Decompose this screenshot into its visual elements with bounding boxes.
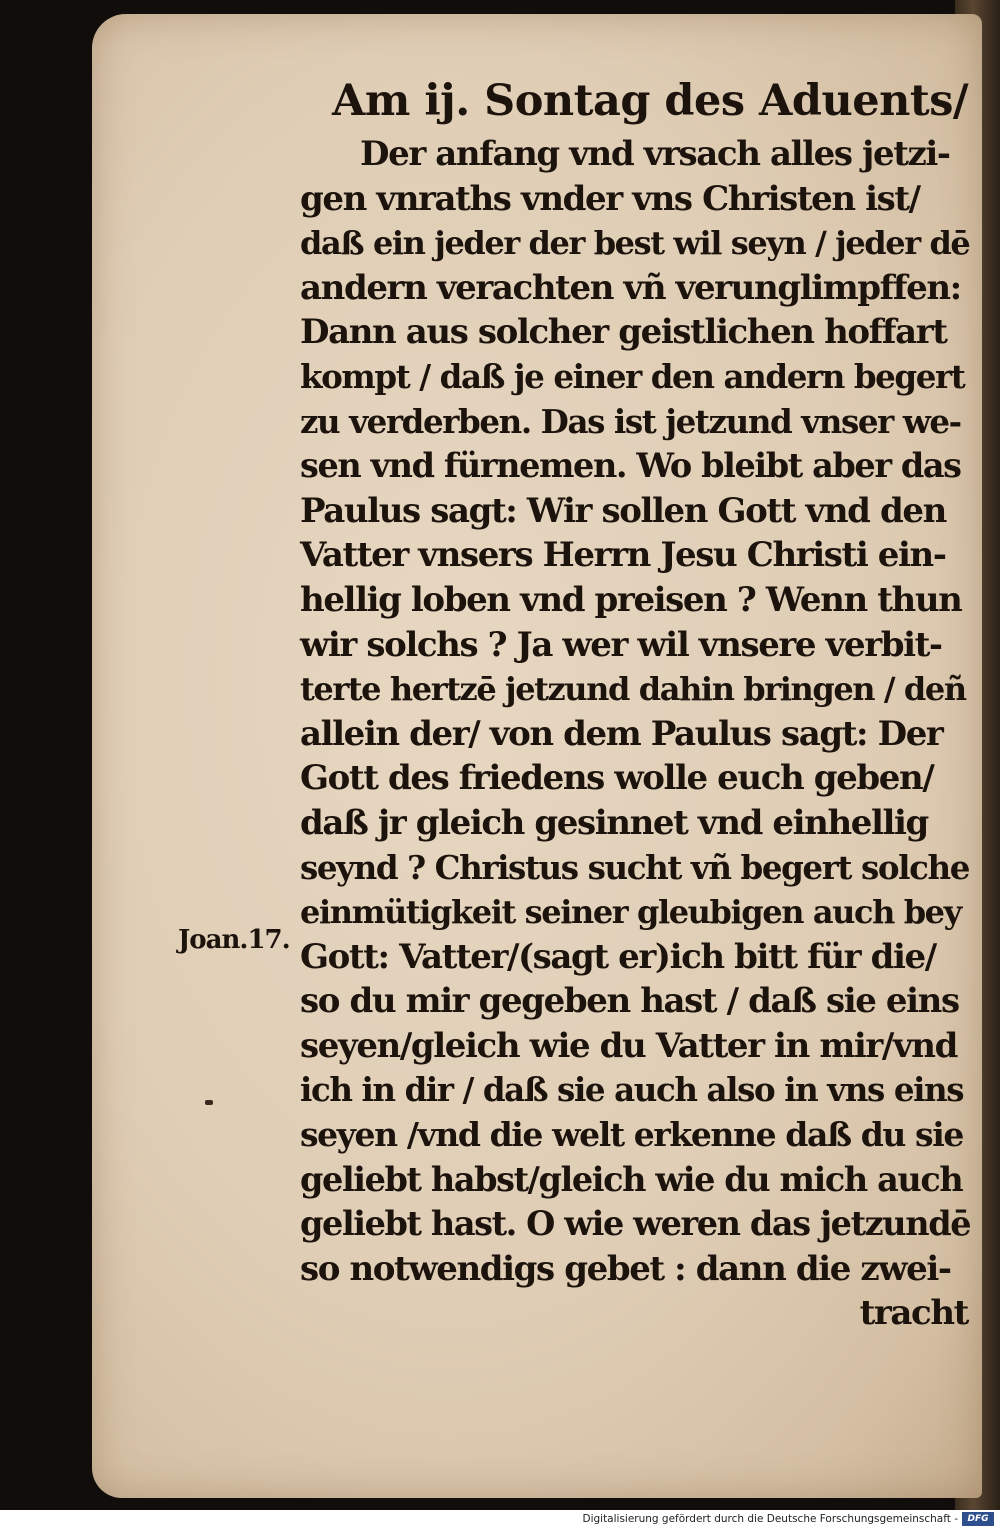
text-line: zu verderben. Das ist jetzund vnser we- bbox=[300, 401, 961, 441]
text-line: daß jr gleich gesinnet vnd einhellig bbox=[300, 802, 928, 843]
text-line: Dann aus solcher geistlichen hoffart bbox=[300, 312, 947, 353]
text-line: seyen /vnd die welt erkenne daß du sie bbox=[300, 1115, 963, 1155]
text-line: wir solchs ? Ja wer wil vnsere verbit- bbox=[300, 624, 942, 665]
text-line: terte hertzē jetzund dahin bringen / deñ bbox=[300, 670, 966, 709]
text-line: so du mir gegeben hast / daß sie eins bbox=[300, 981, 959, 1022]
text-line: sen vnd fürnemen. Wo bleibt aber das bbox=[300, 446, 961, 486]
text-line: allein der/ von dem Paulus sagt: Der bbox=[300, 713, 943, 754]
text-line: Paulus sagt: Wir sollen Gott vnd den bbox=[300, 490, 946, 531]
text-line: hellig loben vnd preisen ? Wenn thun bbox=[300, 579, 962, 620]
text-line: daß ein jeder der best wil seyn / jeder dē bbox=[300, 224, 970, 263]
page-heading: Am ij. Sontag des Aduents/ bbox=[332, 76, 969, 126]
text-line: andern verachten vñ verunglimpffen: bbox=[300, 267, 961, 308]
text-line: geliebt habst/gleich wie du mich auch bbox=[300, 1159, 963, 1199]
text-line: kompt / daß je einer den andern begert bbox=[300, 356, 965, 396]
text-line: geliebt hast. O wie weren das jetzundē bbox=[300, 1204, 971, 1244]
text-line: Gott: Vatter/(sagt er)ich bitt für die/ bbox=[300, 936, 936, 977]
text-line: seynd ? Christus sucht vñ begert solche bbox=[300, 847, 969, 887]
text-line: einmütigkeit seiner gleubigen auch bey bbox=[300, 893, 961, 932]
text-line: gen vnraths vnder vns Christen ist/ bbox=[300, 178, 920, 219]
text-line: Gott des friedens wolle euch geben/ bbox=[300, 758, 934, 799]
text-line: Vatter vnsers Herrn Jesu Christi ein- bbox=[300, 535, 946, 576]
page-text bbox=[300, 70, 970, 1336]
body-text bbox=[300, 132, 970, 1291]
margin-reference: Joan.17. bbox=[178, 925, 290, 955]
dfg-logo: DFG bbox=[962, 1512, 994, 1526]
margin-mark bbox=[205, 1100, 213, 1105]
text-line: seyen/gleich wie du Vatter in mir/vnd bbox=[300, 1025, 958, 1066]
text-line: so notwendigs gebet : dann die zwei- bbox=[300, 1248, 951, 1289]
text-line: Der anfang vnd vrsach alles jetzi- bbox=[360, 134, 950, 174]
funding-credit: Digitalisierung gefördert durch die Deutsche Forschungsgemeinschaft - bbox=[582, 1513, 958, 1525]
text-line: ich in dir / daß sie auch also in vns eins bbox=[300, 1070, 964, 1110]
footer-bar bbox=[0, 1510, 1000, 1528]
catchword: tracht bbox=[859, 1293, 968, 1334]
